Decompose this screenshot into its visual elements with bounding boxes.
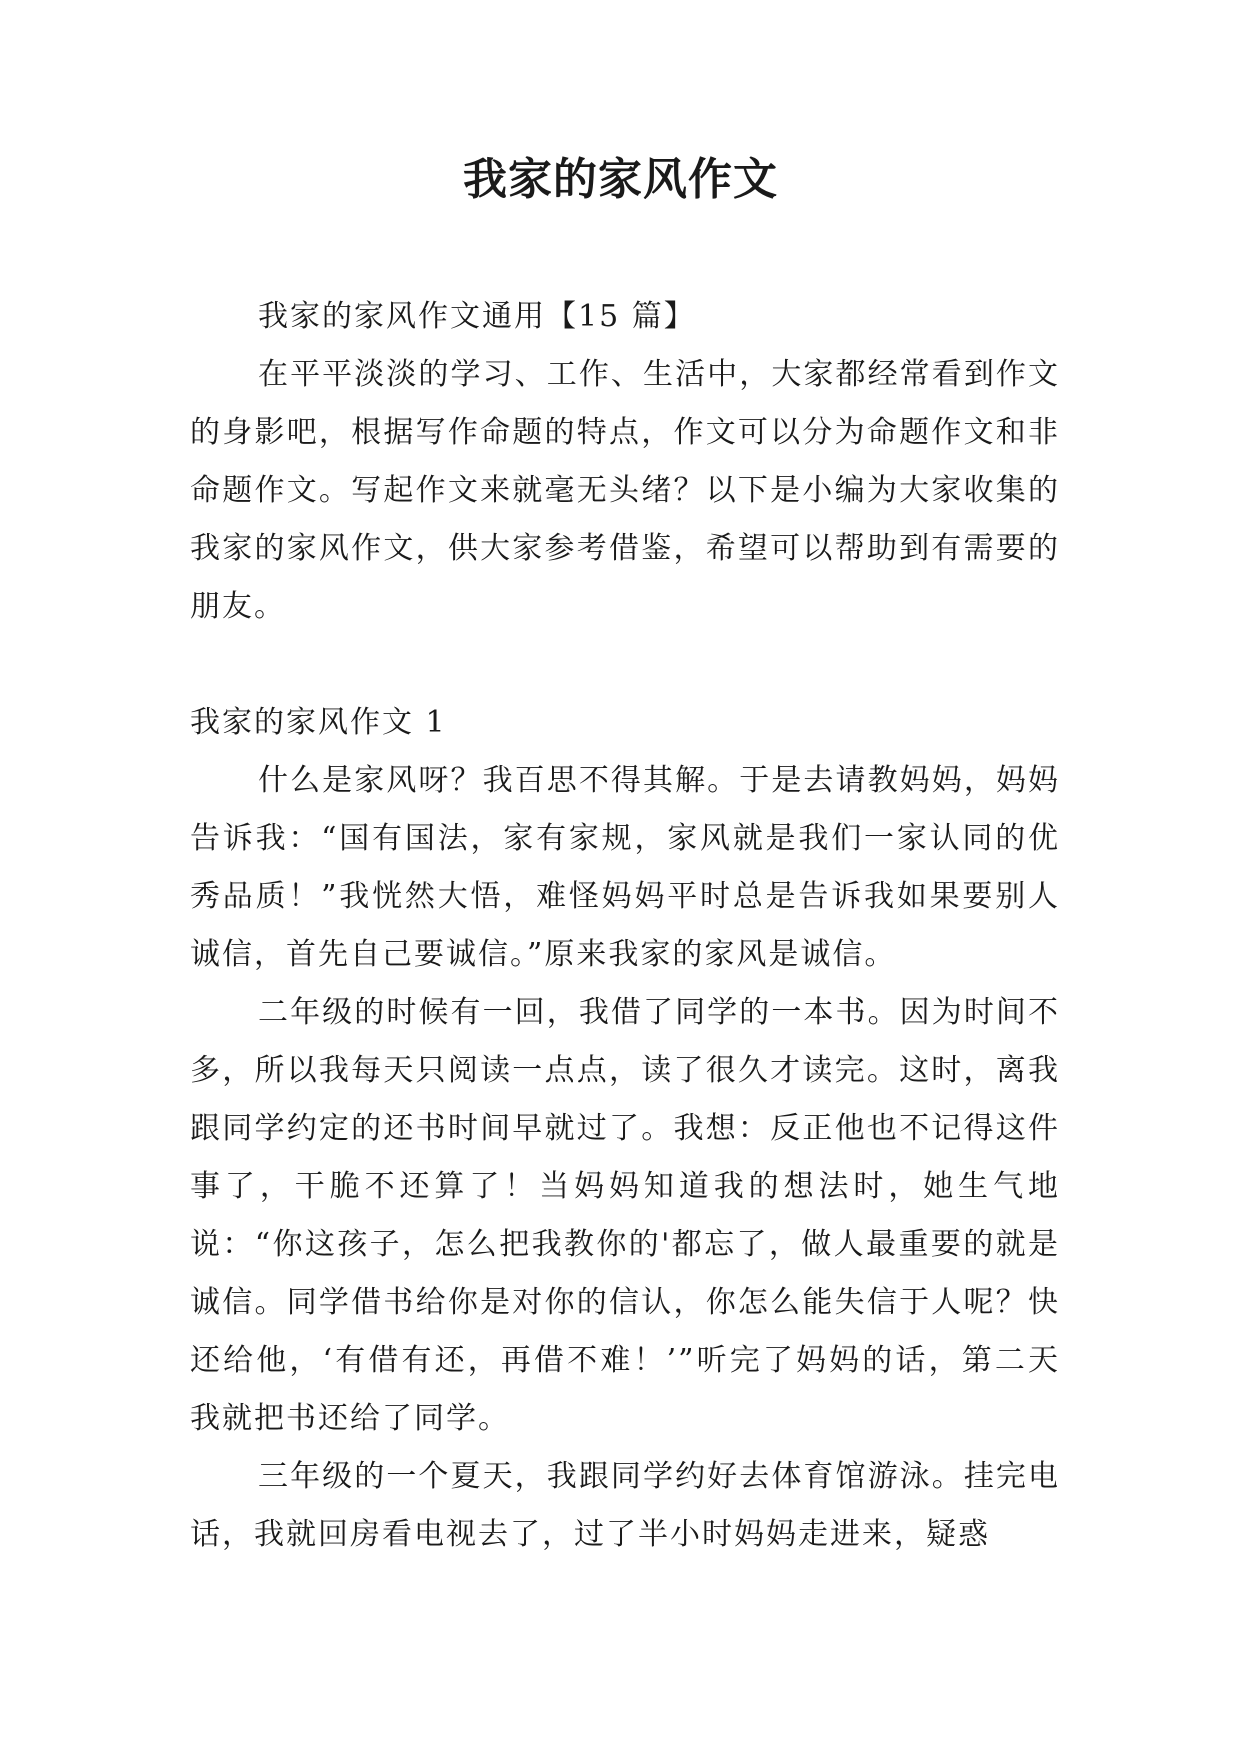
body-paragraph-1: 什么是家风呀？我百思不得其解。于是去请教妈妈，妈妈告诉我：“国有国法，家有家规，家风就是我们一家认同的优秀品质！”我恍然大悟，难怪妈妈平时总是告诉我如果要别人诚信，首先自己要诚信。”原来我家的家风是诚信。 — [190, 763, 1060, 972]
section-heading: 我家的家风作文 1 — [190, 705, 447, 740]
document-subtitle: 我家的家风作文通用【15 篇】 — [258, 299, 696, 334]
intro-paragraph: 在平平淡淡的学习、工作、生活中，大家都经常看到作文的身影吧，根据写作命题的特点，作文可以分为命题作文和非命题作文。写起作文来就毫无头绪？以下是小编为大家收集的我家的家风作文，供大家参考借鉴，希望可以帮助到有需要的朋友。 — [190, 357, 1060, 624]
document-title: 我家的家风作文 — [463, 154, 778, 205]
body-paragraph-3: 三年级的一个夏天，我跟同学约好去体育馆游泳。挂完电话，我就回房看电视去了，过了半小时妈妈走进来，疑惑 — [190, 1459, 1060, 1552]
body-paragraph-2: 二年级的时候有一回，我借了同学的一本书。因为时间不多，所以我每天只阅读一点点，读了很久才读完。这时，离我跟同学约定的还书时间早就过了。我想：反正他也不记得这件事了，干脆不还算了！当妈妈知道我的想法时，她生气地说：“你这孩子，怎么把我教你的'都忘了，做人最重要的就是诚信。同学借书给你是对你的信认，你怎么能失信于人呢？快还给他，‘有借有还，再借不难！’”听完了妈妈的话，第二天我就把书还给了同学。 — [190, 995, 1060, 1436]
document-body — [190, 288, 1060, 1564]
